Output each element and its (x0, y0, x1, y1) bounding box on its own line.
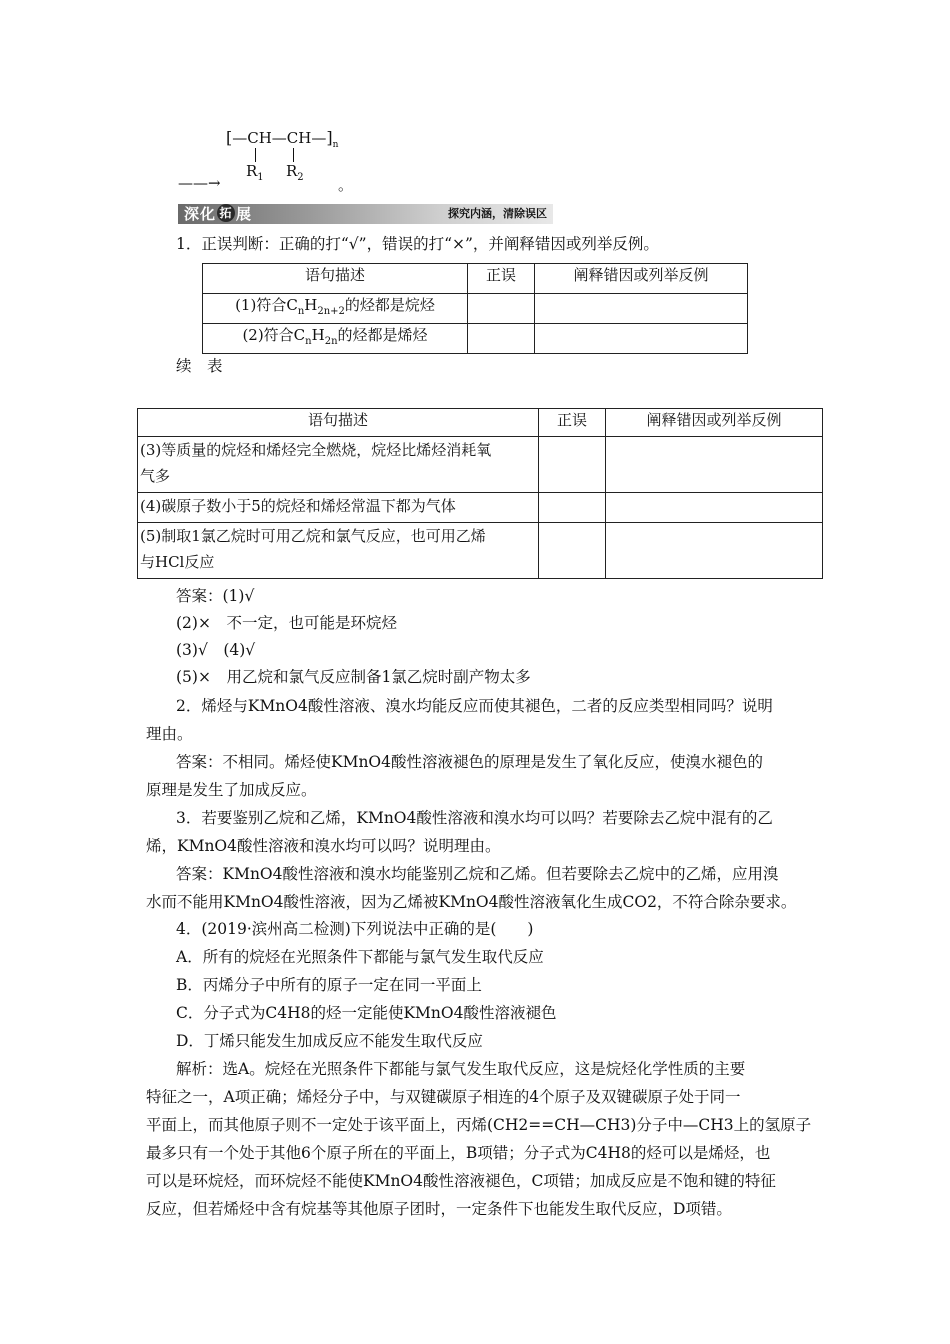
q2-answer: 原理是发生了加成反应。 (146, 781, 317, 799)
statement-cell: (4)碳原子数小于5的烷烃和烯烃常温下都为气体 (138, 493, 539, 523)
reason-cell (535, 294, 748, 324)
table-row (138, 523, 823, 579)
table-row (203, 324, 748, 354)
statement-cell: (3)等质量的烷烃和烯烃完全燃烧，烷烃比烯烃消耗氧 气多 (138, 437, 539, 493)
table-row (138, 437, 823, 493)
q3-question: 烯，KMnO4酸性溶液和溴水均可以吗？说明理由。 (146, 837, 501, 855)
polymer-chain: $[—CH—CH—]_n$ (226, 128, 339, 150)
banner-circle-char: 拓 (217, 204, 235, 222)
q4-option: C．分子式为C4H8的烃一定能使KMnO4酸性溶液褪色 (176, 1004, 557, 1022)
judgement-cell (539, 493, 606, 523)
continued-label: 续 表 (176, 357, 223, 375)
banner-title: 深化 拓 展 (184, 205, 253, 223)
q2-question: 2．烯烃与KMnO4酸性溶液、溴水均能反应而使其褪色，二者的反应类型相同吗？说明 (176, 697, 773, 715)
q4-stem: 4．(2019·滨州高二检测)下列说法中正确的是( ) (176, 920, 534, 938)
q4-option: D．丁烯只能发生加成反应不能发生取代反应 (176, 1032, 483, 1050)
q1-answer-line: (3)√ (4)√ (176, 641, 256, 659)
polymer-formula (178, 118, 378, 198)
q4-explanation: 平面上，而其他原子则不一定处于该平面上，丙烯(CH2==CH—CH3)分子中—CH3上的氢原子 (146, 1116, 812, 1134)
statement-cell: (1)符合$C_nH_{2n+2}$的烃都是烷烃 (203, 294, 468, 324)
bond-r1 (255, 148, 256, 162)
bond-r2 (293, 148, 294, 162)
reason-cell (606, 437, 823, 493)
judgement-cell (468, 294, 535, 324)
q3-answer: 答案：KMnO4酸性溶液和溴水均能鉴别乙烷和乙烯。但若要除去乙烷中的乙烯，应用溴 (176, 865, 779, 883)
reaction-arrow: ——→ (178, 174, 221, 192)
q1-intro: 1．正误判断：正确的打“√”，错误的打“×”，并阐释错因或列举反例。 (176, 235, 659, 253)
substituent-r1: $R_1$ (246, 162, 264, 183)
q2-answer: 答案：不相同。烯烃使KMnO4酸性溶液褪色的原理是发生了氧化反应，使溴水褪色的 (176, 753, 764, 771)
table-header: 语句描述 (203, 264, 468, 294)
table-header: 阐释错因或列举反例 (606, 409, 823, 437)
q4-explanation: 特征之一，A项正确；烯烃分子中，与双键碳原子相连的4个原子及双键碳原子处于同一 (146, 1088, 741, 1106)
q4-option: A．所有的烷烃在光照条件下都能与氯气发生取代反应 (176, 948, 544, 966)
q4-explanation: 反应，但若烯烃中含有烷基等其他原子团时，一定条件下也能发生取代反应，D项错。 (146, 1200, 732, 1218)
q1-answer-line: (2)× 不一定，也可能是环烷烃 (176, 614, 397, 632)
q2-question: 理由。 (146, 725, 193, 743)
reason-cell (606, 523, 823, 579)
table-row (138, 493, 823, 523)
judgement-cell (539, 523, 606, 579)
table-header: 语句描述 (138, 409, 539, 437)
judgement-table-1 (202, 263, 748, 354)
judgement-cell (468, 324, 535, 354)
q4-option: B．丙烯分子中所有的原子一定在同一平面上 (176, 976, 482, 994)
q1-answer-line: (5)× 用乙烷和氯气反应制备1氯乙烷时副产物太多 (176, 668, 531, 686)
judgement-table-2 (137, 408, 823, 579)
substituent-r2: $R_2$ (286, 162, 304, 183)
reason-cell (606, 493, 823, 523)
q4-explanation: 解析：选A。烷烃在光照条件下都能与氯气发生取代反应，这是烷烃化学性质的主要 (176, 1060, 746, 1078)
statement-cell: (2)符合$C_nH_{2n}$的烃都是烯烃 (203, 324, 468, 354)
q1-answer-line: 答案：(1)√ (176, 587, 255, 605)
judgement-cell (539, 437, 606, 493)
table-row (203, 294, 748, 324)
q3-question: 3．若要鉴别乙烷和乙烯，KMnO4酸性溶液和溴水均可以吗？若要除去乙烷中混有的乙 (176, 809, 773, 827)
banner-subtitle: 探究内涵，清除误区 (448, 207, 547, 220)
q3-answer: 水而不能用KMnO4酸性溶液，因为乙烯被KMnO4酸性溶液氧化生成CO2，不符合除杂要求。 (146, 893, 797, 911)
table-header: 阐释错因或列举反例 (535, 264, 748, 294)
statement-cell: (5)制取1氯乙烷时可用乙烷和氯气反应，也可用乙烯 与HCl反应 (138, 523, 539, 579)
reason-cell (535, 324, 748, 354)
q4-explanation: 最多只有一个处于其他6个原子所在的平面上，B项错；分子式为C4H8的烃可以是烯烃，也 (146, 1144, 771, 1162)
formula-period: 。 (338, 176, 354, 194)
section-banner (178, 204, 553, 224)
table-header: 正误 (539, 409, 606, 437)
table-header: 正误 (468, 264, 535, 294)
q4-explanation: 可以是环烷烃，而环烷烃不能使KMnO4酸性溶液褪色，C项错；加成反应是不饱和键的特征 (146, 1172, 776, 1190)
